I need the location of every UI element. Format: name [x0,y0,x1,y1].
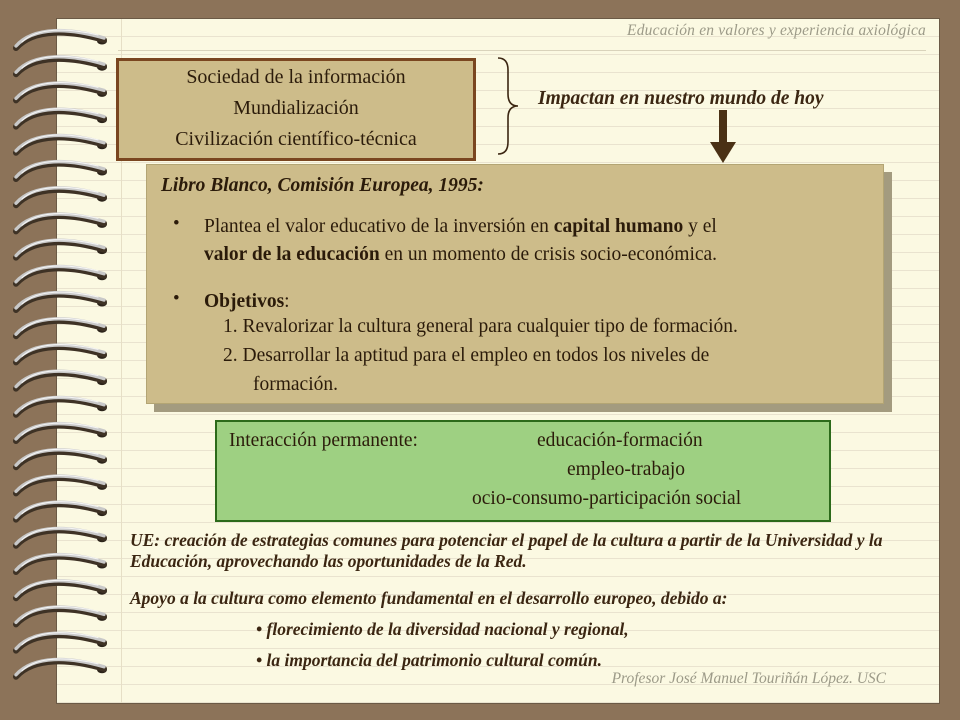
binding-ring [16,554,107,572]
binding-ring [16,266,107,284]
concept-item: Mundialización [233,97,359,119]
binding-ring [16,659,107,677]
concept-item: Civilización científico-técnica [175,128,417,150]
binding-ring [16,82,107,100]
binding-ring [16,135,107,153]
binding-ring [16,109,107,127]
objective-item: 2. Desarrollar la aptitud para el empleo en todos los niveles de [223,345,710,366]
binding-ring [16,528,107,546]
binding-ring [16,344,107,362]
binding-ring [16,30,107,48]
interaccion-item: empleo-trabajo [567,459,686,480]
binding-ring [16,292,107,310]
objective-item-continuation: formación. [253,374,339,395]
binding-ring [16,56,107,74]
binding-ring [16,580,107,598]
footer-author: Profesor José Manuel Touriñán López. USC [611,670,886,687]
binding-ring [16,371,107,389]
binding-ring [16,423,107,441]
binding-ring [16,475,107,493]
objective-item: 1. Revalorizar la cultura general para cualquier tipo de formación. [223,316,738,337]
interaccion-box [215,420,831,522]
binding-ring [16,606,107,624]
ue-paragraph: UE: creación de estrategias comunes para potenciar el papel de la cultura a partir de la Universidad y la Educación, aprovechando las oportunidades de la Red. [130,530,883,571]
interaccion-item: ocio-consumo-participación social [472,488,742,509]
binding-ring [16,633,107,651]
impact-label: Impactan en nuestro mundo de hoy [538,88,824,109]
down-arrow-icon [710,110,736,164]
right-brace-icon [494,56,524,156]
libro-blanco-title: Libro Blanco, Comisión Europea, 1995: [161,175,484,196]
binding-ring [16,502,107,520]
binding-ring [16,213,107,231]
header-divider [118,50,926,51]
binding-ring [16,161,107,179]
binding-ring [16,318,107,336]
spiral-binding [8,26,112,706]
interaccion-label: Interacción permanente: [229,430,418,451]
bullet-capital-humano: Plantea el valor educativo de la inversión en capital humano y el valor de la educación en un momento de crisis socio-económica. [204,216,718,265]
bullet-dot: • [173,213,180,234]
libro-blanco-box [146,164,884,404]
apoyo-paragraph: Apoyo a la cultura como elemento fundamental en el desarrollo europeo, debido a: [130,588,728,608]
binding-ring [16,397,107,415]
list-item: • la importancia del patrimonio cultural común. [256,650,602,670]
list-item: • florecimiento de la diversidad nacional y regional, [256,619,629,639]
bullet-objetivos: Objetivos: [204,291,290,312]
page-header: Educación en valores y experiencia axiológica [627,22,926,39]
bullet-dot: • [173,288,180,309]
concept-item: Sociedad de la información [186,66,406,88]
concepts-box [116,58,476,161]
binding-ring [16,187,107,205]
binding-ring [16,449,107,467]
interaccion-item: educación-formación [537,430,703,451]
binding-ring [16,240,107,258]
